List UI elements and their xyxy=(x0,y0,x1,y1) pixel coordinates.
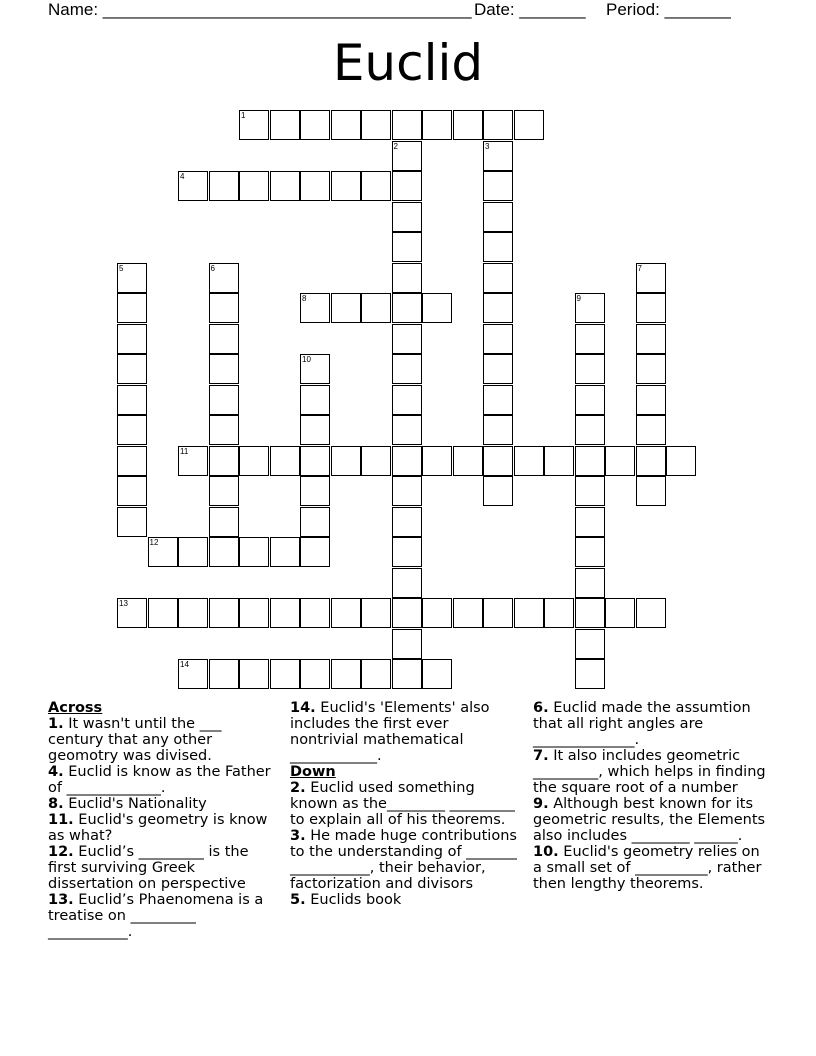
grid-cell[interactable] xyxy=(392,476,422,506)
grid-cell[interactable] xyxy=(453,110,483,140)
grid-cell[interactable] xyxy=(209,507,239,537)
grid-cell[interactable] xyxy=(514,110,544,140)
clue-down-10: 10. Euclid's geometry relies on a small set of __________, rather then lengthy theorems. xyxy=(533,844,762,892)
grid-cell[interactable] xyxy=(361,598,391,628)
grid-cell[interactable] xyxy=(483,171,513,201)
grid-cell[interactable] xyxy=(575,385,605,415)
clue-across-8: 8. Euclid's Nationality xyxy=(48,796,207,812)
grid-cell[interactable] xyxy=(453,446,483,476)
grid-cell[interactable] xyxy=(331,110,361,140)
grid-cell[interactable] xyxy=(117,324,147,354)
clue-across-14: 14. Euclid's 'Elements' also includes the first ever nontrivial mathematical ____________. xyxy=(290,700,490,764)
grid-cell[interactable] xyxy=(178,598,208,628)
grid-cell[interactable] xyxy=(331,171,361,201)
page-title: Euclid xyxy=(332,34,484,92)
grid-cell[interactable] xyxy=(514,446,544,476)
grid-cell[interactable] xyxy=(178,659,208,689)
grid-cell[interactable] xyxy=(209,537,239,567)
grid-cell[interactable] xyxy=(209,354,239,384)
grid-cell[interactable] xyxy=(300,507,330,537)
grid-cell[interactable] xyxy=(575,598,605,628)
grid-cell[interactable] xyxy=(239,659,269,689)
grid-cell[interactable] xyxy=(392,568,422,598)
across-heading: Across xyxy=(48,700,103,716)
clue-down-3: 3. He made huge contributions to the understanding of _______ ___________, their behavior, factorization and divisors xyxy=(290,828,517,892)
grid-cell[interactable] xyxy=(392,171,422,201)
grid-cell[interactable] xyxy=(575,537,605,567)
clue-number: 12 xyxy=(149,538,159,547)
grid-cell[interactable] xyxy=(270,659,300,689)
middle-clues-column xyxy=(290,700,520,908)
grid-cell[interactable] xyxy=(575,568,605,598)
grid-cell[interactable] xyxy=(300,598,330,628)
grid-cell[interactable] xyxy=(209,293,239,323)
clue-across-11: 11. Euclid's geometry is know as what? xyxy=(48,812,268,844)
clue-number: 6 xyxy=(210,263,215,273)
grid-cell[interactable] xyxy=(483,110,513,140)
grid-cell[interactable] xyxy=(483,293,513,323)
grid-cell[interactable] xyxy=(636,385,666,415)
grid-cell[interactable] xyxy=(148,598,178,628)
name-field[interactable]: Name: _______________________________________ xyxy=(48,0,472,19)
grid-cell[interactable] xyxy=(636,415,666,445)
grid-cell[interactable] xyxy=(117,415,147,445)
grid-cell[interactable] xyxy=(392,446,422,476)
grid-cell[interactable] xyxy=(178,537,208,567)
grid-cell[interactable] xyxy=(361,659,391,689)
grid-cell[interactable] xyxy=(361,110,391,140)
grid-cell[interactable] xyxy=(178,446,208,476)
clue-number: 10 xyxy=(302,355,311,364)
grid-cell[interactable] xyxy=(270,446,300,476)
clue-number: 3 xyxy=(485,141,490,151)
grid-cell[interactable] xyxy=(331,446,361,476)
grid-cell[interactable] xyxy=(483,232,513,262)
grid-cell[interactable] xyxy=(422,293,452,323)
grid-cell[interactable] xyxy=(483,476,513,506)
grid-cell[interactable] xyxy=(575,507,605,537)
clue-number: 9 xyxy=(576,294,581,303)
grid-cell[interactable] xyxy=(270,171,300,201)
grid-cell[interactable] xyxy=(636,598,666,628)
grid-cell[interactable] xyxy=(544,598,574,628)
grid-cell[interactable] xyxy=(209,659,239,689)
clue-down-7: 7. It also includes geometric _________, which helps in finding the square root of a number xyxy=(533,748,766,796)
grid-cell[interactable] xyxy=(300,354,330,384)
grid-cell[interactable] xyxy=(422,659,452,689)
grid-cell[interactable] xyxy=(209,385,239,415)
clue-number: 14 xyxy=(180,660,189,669)
grid-cell[interactable] xyxy=(209,598,239,628)
grid-cell[interactable] xyxy=(666,446,696,476)
grid-cell[interactable] xyxy=(300,537,330,567)
grid-cell[interactable] xyxy=(483,354,513,384)
grid-cell[interactable] xyxy=(483,385,513,415)
grid-cell[interactable] xyxy=(117,354,147,384)
grid-cell[interactable] xyxy=(422,110,452,140)
clue-number: 2 xyxy=(393,141,398,151)
grid-cell[interactable] xyxy=(239,537,269,567)
grid-cell[interactable] xyxy=(117,293,147,323)
clue-down-6: 6. Euclid made the assumtion that all right angles are ______________. xyxy=(533,700,751,748)
grid-cell[interactable] xyxy=(361,293,391,323)
grid-cell[interactable] xyxy=(483,415,513,445)
grid-cell[interactable] xyxy=(300,476,330,506)
grid-cell[interactable] xyxy=(178,171,208,201)
grid-cell[interactable] xyxy=(636,446,666,476)
grid-cell[interactable] xyxy=(575,415,605,445)
grid-cell[interactable] xyxy=(392,415,422,445)
grid-cell[interactable] xyxy=(117,598,147,628)
grid-cell[interactable] xyxy=(392,629,422,659)
grid-cell[interactable] xyxy=(392,202,422,232)
grid-cell[interactable] xyxy=(361,171,391,201)
grid-cell[interactable] xyxy=(483,324,513,354)
clue-number: 1 xyxy=(241,111,246,120)
clue-across-12: 12. Euclid’s _________ is the first surviving Greek dissertation on perspective xyxy=(48,844,249,892)
grid-cell[interactable] xyxy=(209,263,239,293)
grid-cell[interactable] xyxy=(422,446,452,476)
grid-cell[interactable] xyxy=(483,598,513,628)
grid-cell[interactable] xyxy=(636,354,666,384)
clue-down-5: 5. Euclids book xyxy=(290,892,402,908)
grid-cell[interactable] xyxy=(300,293,330,323)
grid-cell[interactable] xyxy=(117,476,147,506)
grid-cell[interactable] xyxy=(239,171,269,201)
grid-cell[interactable] xyxy=(270,537,300,567)
clue-down-2: 2. Euclid used something known as the________ _________ to explain all of his theorems. xyxy=(290,780,515,828)
grid-cell[interactable] xyxy=(392,659,422,689)
grid-cell[interactable] xyxy=(575,476,605,506)
grid-cell[interactable] xyxy=(331,659,361,689)
grid-cell[interactable] xyxy=(239,598,269,628)
grid-cell[interactable] xyxy=(575,293,605,323)
grid-cell[interactable] xyxy=(392,110,422,140)
clue-across-4: 4. Euclid is know as the Father of _____________. xyxy=(48,764,271,796)
clue-number: 11 xyxy=(180,446,189,456)
grid-cell[interactable] xyxy=(392,598,422,628)
grid-cell[interactable] xyxy=(331,293,361,323)
grid-cell[interactable] xyxy=(392,293,422,323)
clue-down-9: 9. Although best known for its geometric results, the Elements also includes ________ ______. xyxy=(533,796,766,844)
grid-cell[interactable] xyxy=(575,659,605,689)
grid-cell[interactable] xyxy=(300,659,330,689)
grid-cell[interactable] xyxy=(575,446,605,476)
grid-cell[interactable] xyxy=(300,110,330,140)
period-field[interactable]: Period: _______ xyxy=(606,0,731,19)
date-field[interactable]: Date: _______ xyxy=(474,0,586,19)
grid-cell[interactable] xyxy=(514,598,544,628)
grid-cell[interactable] xyxy=(392,263,422,293)
grid-cell[interactable] xyxy=(422,598,452,628)
grid-cell[interactable] xyxy=(392,141,422,171)
grid-cell[interactable] xyxy=(300,446,330,476)
grid-cell[interactable] xyxy=(392,324,422,354)
grid-cell[interactable] xyxy=(483,263,513,293)
grid-cell[interactable] xyxy=(453,598,483,628)
grid-cell[interactable] xyxy=(636,476,666,506)
grid-cell[interactable] xyxy=(483,202,513,232)
across-clues-column xyxy=(48,700,273,940)
grid-cell[interactable] xyxy=(270,598,300,628)
grid-cell[interactable] xyxy=(605,446,635,476)
grid-cell[interactable] xyxy=(148,537,178,567)
grid-cell[interactable] xyxy=(300,385,330,415)
grid-cell[interactable] xyxy=(209,476,239,506)
grid-cell[interactable] xyxy=(392,507,422,537)
grid-cell[interactable] xyxy=(575,354,605,384)
grid-cell[interactable] xyxy=(300,415,330,445)
grid-cell[interactable] xyxy=(209,446,239,476)
grid-cell[interactable] xyxy=(392,537,422,567)
grid-cell[interactable] xyxy=(392,385,422,415)
grid-cell[interactable] xyxy=(483,446,513,476)
grid-cell[interactable] xyxy=(605,598,635,628)
down-clues-column xyxy=(533,700,768,892)
grid-cell[interactable] xyxy=(544,446,574,476)
grid-cell[interactable] xyxy=(300,171,330,201)
grid-cell[interactable] xyxy=(483,141,513,171)
clue-number: 8 xyxy=(302,294,307,303)
grid-cell[interactable] xyxy=(209,171,239,201)
grid-cell[interactable] xyxy=(117,507,147,537)
grid-cell[interactable] xyxy=(636,263,666,293)
grid-cell[interactable] xyxy=(117,385,147,415)
clue-number: 7 xyxy=(637,263,642,273)
clue-number: 5 xyxy=(119,263,124,273)
grid-cell[interactable] xyxy=(117,263,147,293)
grid-cell[interactable] xyxy=(239,110,269,140)
grid-cell[interactable] xyxy=(575,324,605,354)
grid-cell[interactable] xyxy=(117,446,147,476)
clue-number: 4 xyxy=(180,172,185,181)
grid-cell[interactable] xyxy=(392,232,422,262)
grid-cell[interactable] xyxy=(239,446,269,476)
grid-cell[interactable] xyxy=(209,415,239,445)
grid-cell[interactable] xyxy=(636,293,666,323)
grid-cell[interactable] xyxy=(392,354,422,384)
clue-across-13: 13. Euclid’s Phaenomena is a treatise on _________ ___________. xyxy=(48,892,264,940)
grid-cell[interactable] xyxy=(270,110,300,140)
clue-number: 13 xyxy=(119,599,128,608)
clue-across-1: 1. It wasn't until the ___ century that any other geomotry was divised. xyxy=(48,716,222,764)
grid-cell[interactable] xyxy=(575,629,605,659)
grid-cell[interactable] xyxy=(636,324,666,354)
grid-cell[interactable] xyxy=(331,598,361,628)
grid-cell[interactable] xyxy=(209,324,239,354)
down-heading: Down xyxy=(290,764,336,780)
grid-cell[interactable] xyxy=(361,446,391,476)
